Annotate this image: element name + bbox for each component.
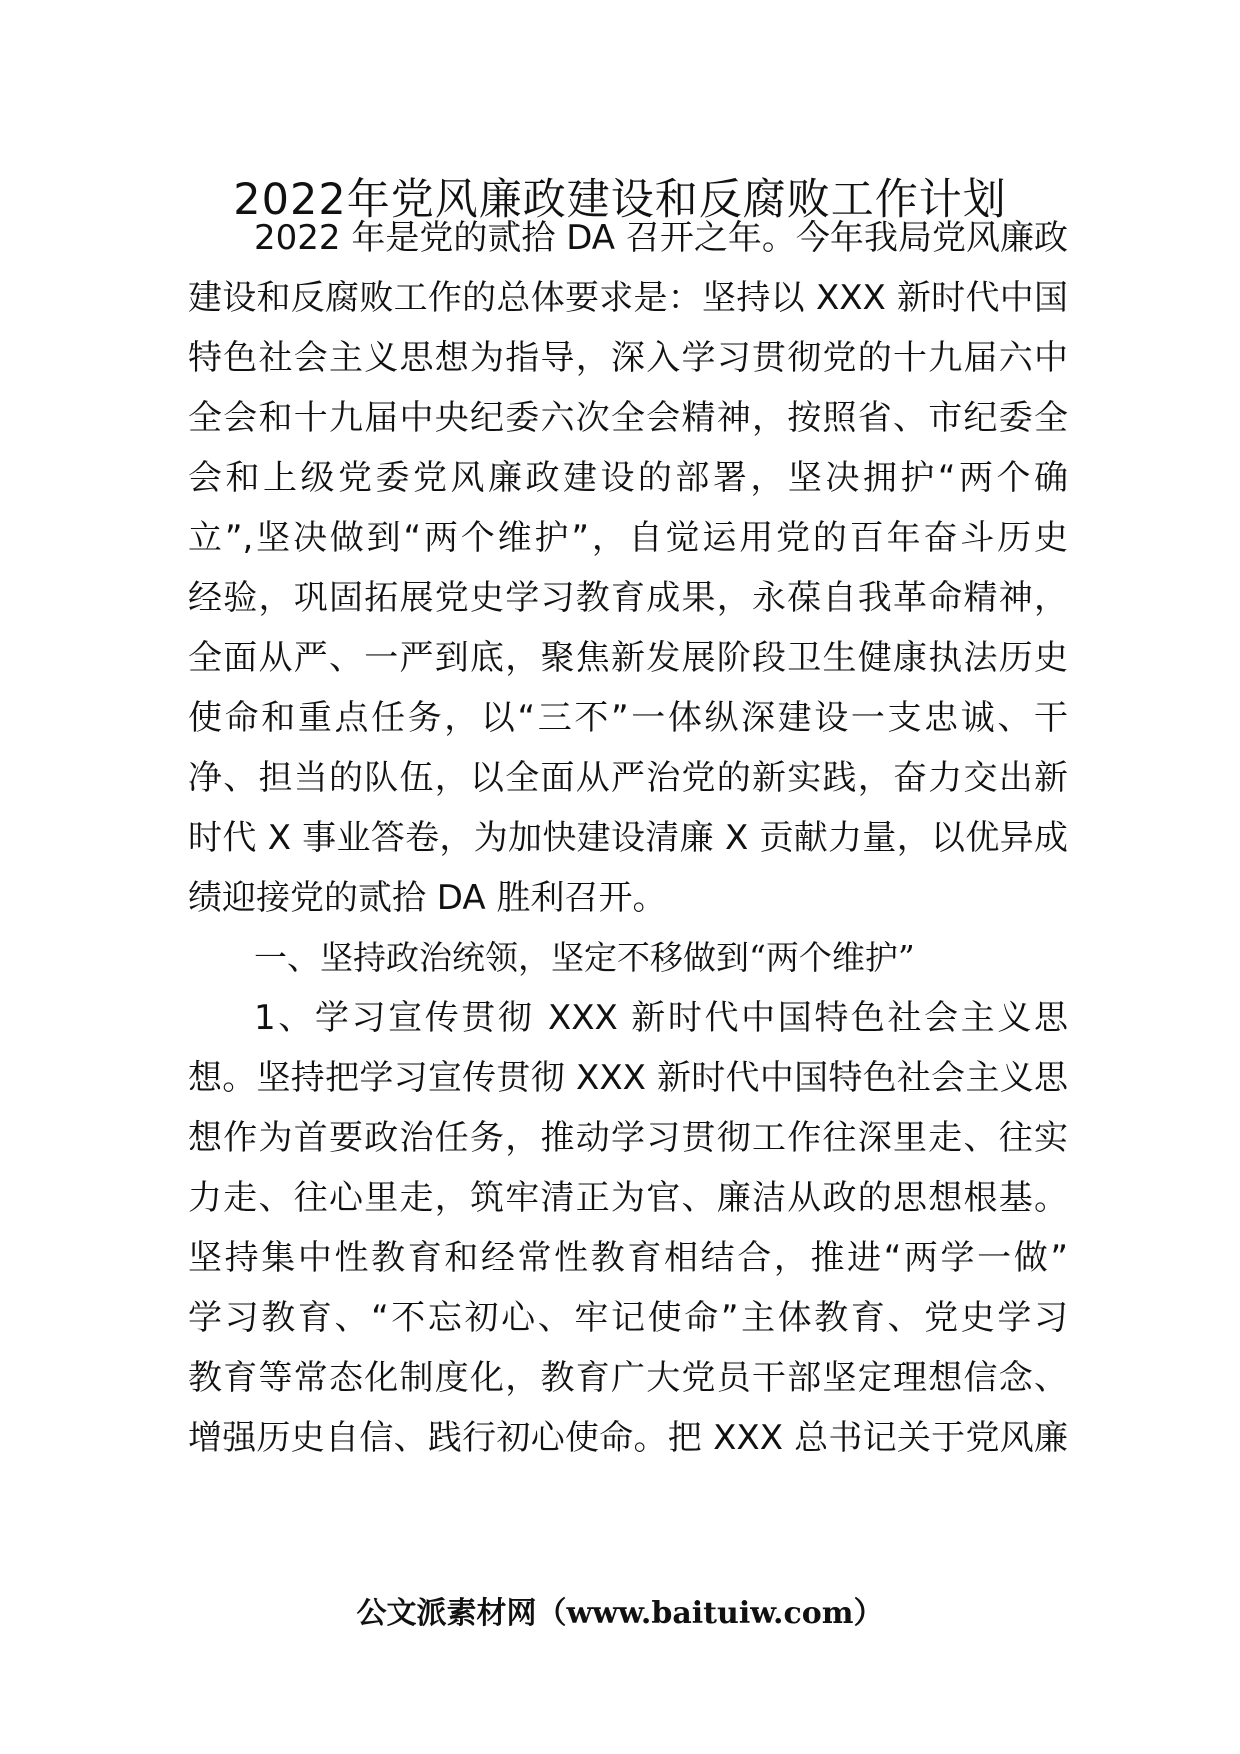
body-line: 使命和重点任务，以“三不”一体纵深建设一支忠诚、干 — [188, 698, 1068, 738]
body-line: 时代 X 事业答卷，为加快建设清廉 X 贡献力量，以优异成 — [188, 818, 1068, 858]
body-line: 绩迎接党的贰拾 DA 胜利召开。 — [188, 878, 667, 918]
body-line: 想作为首要政治任务，推动学习贯彻工作往深里走、往实 — [188, 1118, 1068, 1158]
body-line: 力走、往心里走，筑牢清正为官、廉洁从政的思想根基。 — [188, 1178, 1068, 1218]
body-line: 特色社会主义思想为指导，深入学习贯彻党的十九届六中 — [188, 338, 1068, 378]
body-line: 会和上级党委党风廉政建设的部署，坚决拥护“两个确 — [188, 458, 1068, 498]
body-line: 教育等常态化制度化，教育广大党员干部坚定理想信念、 — [188, 1358, 1068, 1398]
footer-watermark: 公文派素材网（www.baituiw.com） — [356, 1596, 884, 1631]
body-line: 建设和反腐败工作的总体要求是：坚持以 XXX 新时代中国 — [188, 278, 1068, 318]
body-line: 2022 年是党的贰拾 DA 召开之年。今年我局党风廉政 — [254, 218, 1068, 258]
body-line: 净、担当的队伍，以全面从严治党的新实践，奋力交出新 — [188, 758, 1068, 798]
body-line: 立”,坚决做到“两个维护”，自觉运用党的百年奋斗历史 — [188, 518, 1068, 558]
body-line: 学习教育、“不忘初心、牢记使命”主体教育、党史学习 — [188, 1298, 1068, 1338]
body-line: 1、学习宣传贯彻 XXX 新时代中国特色社会主义思 — [254, 998, 1068, 1038]
body-line: 全面从严、一严到底，聚焦新发展阶段卫生健康执法历史 — [188, 638, 1068, 678]
body-line: 经验，巩固拓展党史学习教育成果，永葆自我革命精神， — [188, 578, 1068, 618]
section-heading: 一、坚持政治统领，坚定不移做到“两个维护” — [254, 938, 915, 977]
document-title: 2022年党风廉政建设和反腐败工作计划 — [233, 175, 1007, 225]
body-line: 想。坚持把学习宣传贯彻 XXX 新时代中国特色社会主义思 — [188, 1058, 1068, 1098]
body-line: 增强历史自信、践行初心使命。把 XXX 总书记关于党风廉 — [188, 1418, 1068, 1458]
body-line: 全会和十九届中央纪委六次全会精神，按照省、市纪委全 — [188, 398, 1068, 438]
body-line: 坚持集中性教育和经常性教育相结合，推进“两学一做” — [188, 1238, 1068, 1278]
